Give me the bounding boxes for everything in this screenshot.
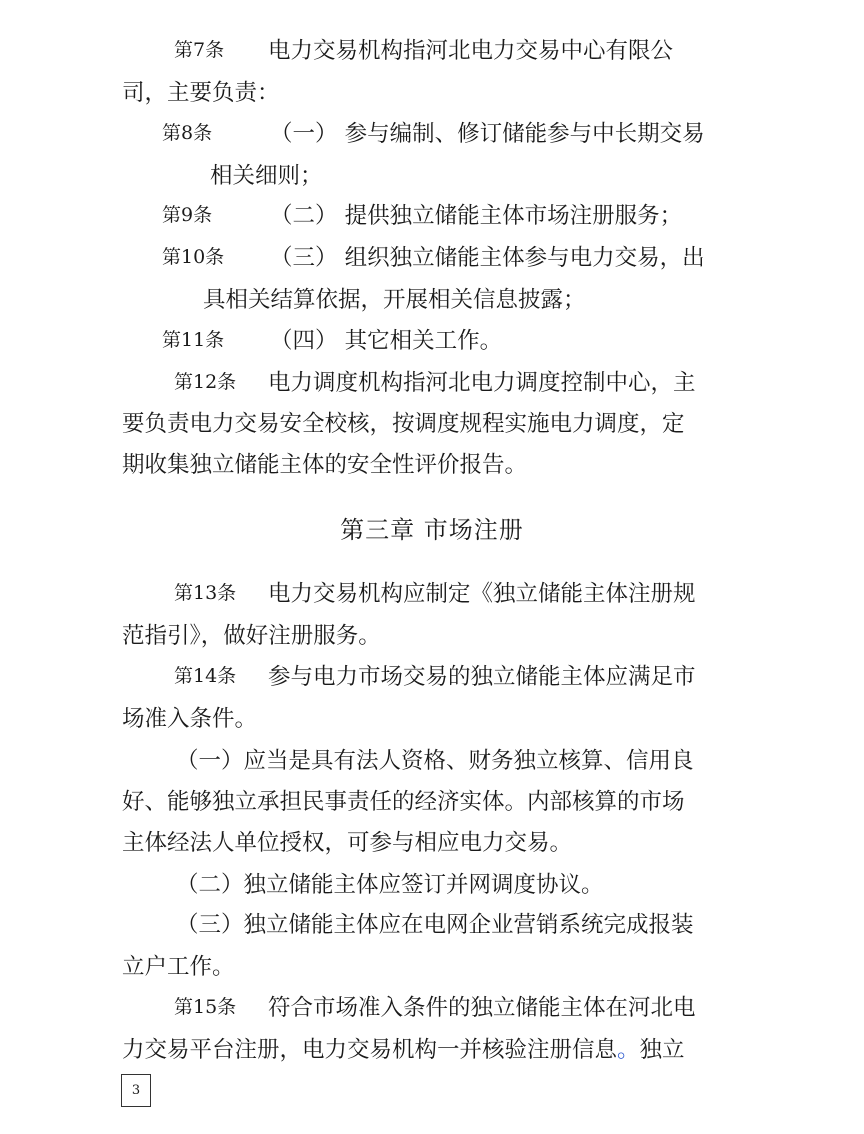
body-line: （三） 组织独立储能主体参与电力交易，出 bbox=[270, 245, 705, 271]
body-line: （二） 提供独立储能主体市场注册服务； bbox=[270, 203, 683, 229]
article-number-13: 第13条 bbox=[174, 582, 237, 604]
body-line: （一） 参与编制、修订储能参与中长期交易 bbox=[270, 121, 705, 147]
body-line: （三）独立储能主体应在电网企业营销系统完成报装 bbox=[176, 912, 694, 938]
article-number-8: 第8条 bbox=[162, 122, 213, 144]
body-line: 立户工作。 bbox=[122, 954, 235, 980]
body-line: 期收集独立储能主体的安全性评价报告。 bbox=[122, 452, 528, 478]
page-number-box: 3 bbox=[121, 1074, 151, 1107]
blue-period: 。 bbox=[617, 1037, 640, 1063]
body-line: （二）独立储能主体应签订并网调度协议。 bbox=[176, 872, 604, 898]
article-number-9: 第9条 bbox=[162, 204, 213, 226]
body-line: 司，主要负责： bbox=[122, 80, 280, 106]
body-line bbox=[122, 1039, 685, 1062]
body-line: 参与电力市场交易的独立储能主体应满足市 bbox=[268, 664, 696, 690]
body-line: （一）应当是具有法人资格、财务独立核算、信用良 bbox=[176, 748, 694, 774]
body-line: 主体经法人单位授权，可参与相应电力交易。 bbox=[122, 830, 573, 856]
chapter-heading: 第三章 市场注册 bbox=[340, 516, 524, 544]
body-line: 电力交易机构应制定《独立储能主体注册规 bbox=[268, 581, 696, 607]
article-number-10: 第10条 bbox=[162, 246, 225, 268]
article-number-12: 第12条 bbox=[174, 371, 237, 393]
body-line: 具相关结算依据，开展相关信息披露； bbox=[203, 287, 586, 313]
article-number-15: 第15条 bbox=[174, 996, 237, 1018]
article-number-14: 第14条 bbox=[174, 665, 237, 687]
body-line: 相关细则； bbox=[210, 163, 323, 189]
body-line: 电力交易机构指河北电力交易中心有限公 bbox=[268, 38, 674, 64]
body-text: 独立 bbox=[639, 1037, 685, 1063]
body-line: 符合市场准入条件的独立储能主体在河北电 bbox=[268, 995, 696, 1021]
body-text: 力交易平台注册，电力交易机构一并核验注册信息 bbox=[122, 1037, 618, 1063]
body-line: 范指引》，做好注册服务。 bbox=[122, 623, 381, 649]
body-line: 电力调度机构指河北电力调度控制中心，主 bbox=[268, 370, 696, 396]
body-line: 场准入条件。 bbox=[122, 706, 258, 732]
article-number-11: 第11条 bbox=[162, 329, 225, 351]
body-line: 好、能够独立承担民事责任的经济实体。内部核算的市场 bbox=[122, 789, 685, 815]
body-line: （四） 其它相关工作。 bbox=[270, 328, 503, 354]
body-line: 要负责电力交易安全校核，按调度规程实施电力调度，定 bbox=[122, 411, 685, 437]
article-number-7: 第7条 bbox=[174, 39, 225, 61]
